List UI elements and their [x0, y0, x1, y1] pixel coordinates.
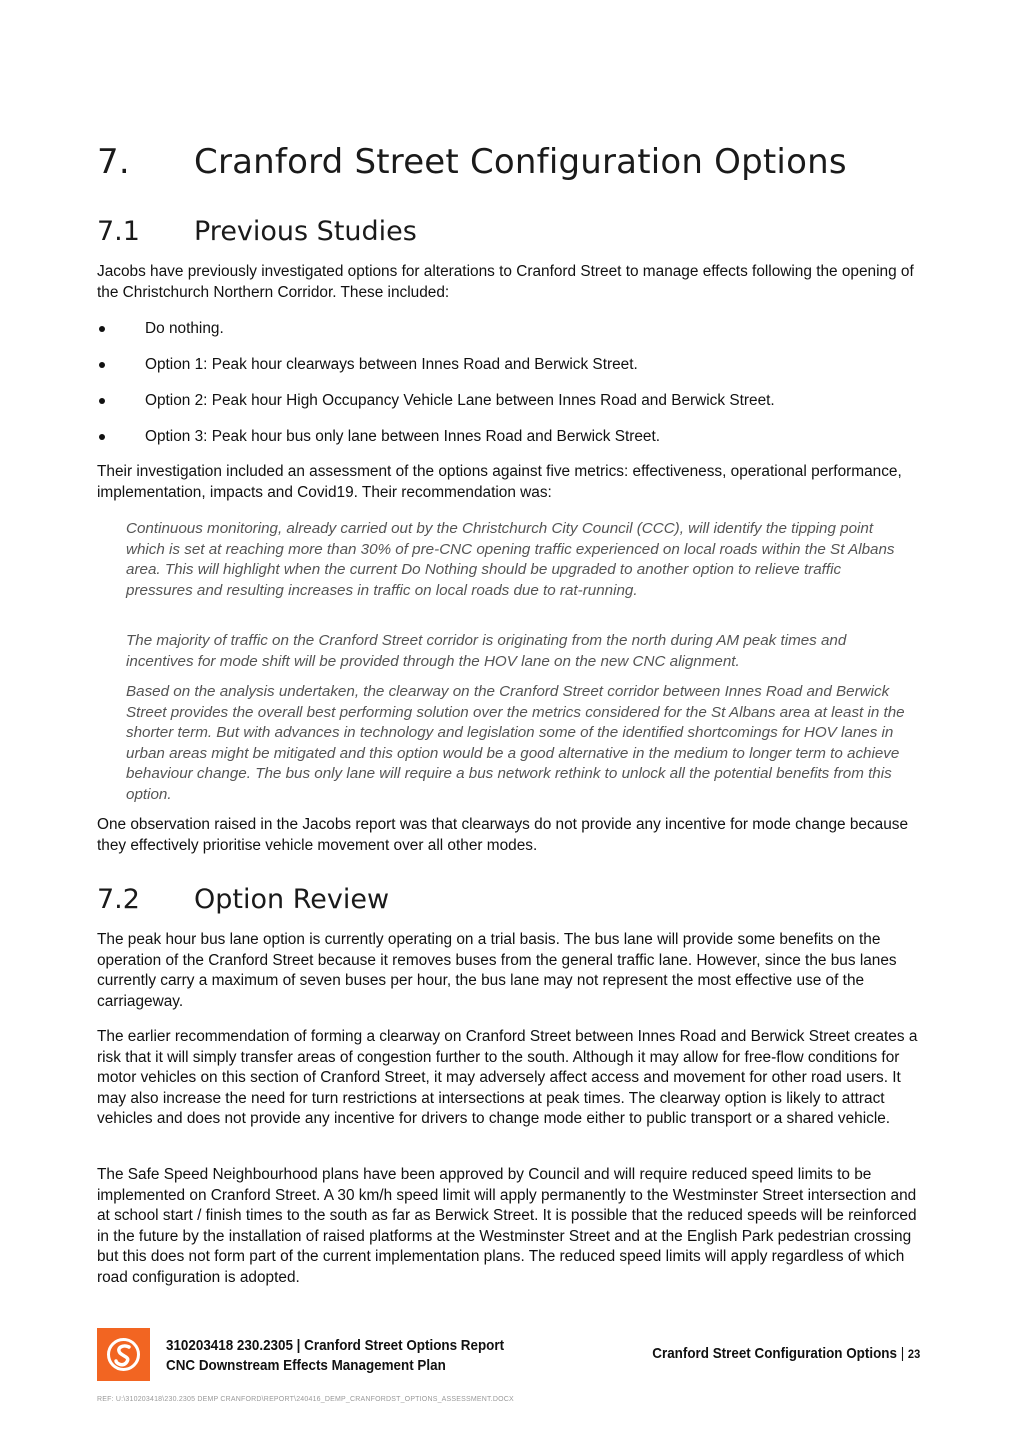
page-number: 23	[907, 1347, 920, 1361]
chapter-number: 7.	[97, 142, 130, 182]
intro-paragraph: Jacobs have previously investigated options for alterations to Cranford Street to manage effects following the opening of the Christchurch Northern Corridor. These included:	[97, 263, 914, 301]
quote-paragraph: Continuous monitoring, already carried out by the Christchurch City Council (CCC), will identify the tipping point which is set at reaching more than 30% of pre-CNC opening traffic experienced on local roads within the St Albans area. This will highlight when the current Do Nothing should be upgraded to another option to relieve traffic pressures and resulting increases in traffic on local roads due to rat-running.	[126, 520, 895, 599]
section-number: 7.2	[97, 884, 140, 915]
section-number: 7.1	[97, 216, 140, 247]
list-item	[97, 355, 932, 391]
footer-line-2: CNC Downstream Effects Management Plan	[166, 1358, 446, 1374]
list-item	[97, 391, 932, 427]
footer-chapter-title: Cranford Street Configuration Options	[652, 1346, 897, 1362]
section-heading-previous-studies	[97, 216, 957, 247]
list-item	[97, 319, 932, 355]
quote-paragraph: Based on the analysis undertaken, the clearway on the Cranford Street corridor between Innes Road and Berwick Street provides the overall best performing solution over the metrics considered for the St Albans area at least in the shorter term. But with advances in technology and legislation some of the identified shortcomings for HOV lanes in urban areas might be mitigated and this option would be a good alternative in the medium to longer term to achieve behaviour change. The bus only lane will require a bus network rethink to unlock all the potential benefits from this option.	[126, 683, 905, 803]
footer-line-1: 310203418 230.2305 | Cranford Street Options Report	[166, 1338, 505, 1354]
footer-report-info	[166, 1336, 504, 1376]
bullet-icon	[99, 398, 105, 404]
list-item	[97, 427, 932, 463]
footer-separator: |	[900, 1346, 904, 1362]
bullet-icon	[99, 326, 105, 332]
quote-paragraph: The majority of traffic on the Cranford Street corridor is originating from the north during AM peak times and incentives for mode shift will be provided through the HOV lane on the new CNC alignment.	[126, 632, 847, 670]
options-list	[97, 319, 932, 463]
logo-mark-icon	[105, 1336, 142, 1373]
bullet-icon	[99, 434, 105, 440]
body-paragraph: The earlier recommendation of forming a clearway on Cranford Street between Innes Road and Berwick Street creates a risk that it will simply transfer areas of congestion further to the south. Although it may allow for free-flow conditions for motor vehicles on this section of Cranford Street, it may adversely affect access and movement for other road users. It may also increase the need for turn restrictions at intersections at peak times. The clearway option is likely to attract vehicles and does not provide any incentive for drivers to change mode either to public transport or a shared vehicle.	[97, 1028, 918, 1127]
body-paragraph: The peak hour bus lane option is currently operating on a trial basis. The bus lane will provide some benefits on the operation of the Cranford Street because it removes buses from the general traffic lane. However, since the bus lanes currently carry a maximum of seven buses per hour, the bus lane may not represent the most effective use of the carriageway.	[97, 931, 897, 1010]
footer-section-title	[652, 1346, 920, 1362]
section-heading-option-review	[97, 884, 957, 915]
list-item-text: Option 3: Peak hour bus only lane between Innes Road and Berwick Street.	[145, 428, 661, 445]
chapter-title: Cranford Street Configuration Options	[194, 142, 847, 182]
section-title: Option Review	[194, 884, 390, 915]
bullet-icon	[99, 362, 105, 368]
stantec-logo-icon	[97, 1328, 150, 1381]
assessment-paragraph: Their investigation included an assessment of the options against five metrics: effectiveness, operational performance, implementation, impacts and Covid19. Their recommendation was:	[97, 463, 902, 501]
observation-paragraph: One observation raised in the Jacobs report was that clearways do not provide any incentive for mode change because they effectively prioritise vehicle movement over all other modes.	[97, 816, 909, 854]
list-item-text: Option 1: Peak hour clearways between Innes Road and Berwick Street.	[145, 356, 638, 373]
section-title: Previous Studies	[194, 216, 417, 247]
list-item-text: Option 2: Peak hour High Occupancy Vehicle Lane between Innes Road and Berwick Street.	[145, 392, 775, 409]
chapter-heading	[97, 142, 957, 182]
list-item-text: Do nothing.	[145, 320, 224, 337]
file-reference: REF: U:\310203418\230.2305 DEMP CRANFORD\REPORT\240416_DEMP_CRANFORDST_OPTIONS_ASSESSMENT.DOCX	[97, 1396, 514, 1403]
body-paragraph: The Safe Speed Neighbourhood plans have been approved by Council and will require reduced speed limits to be implemented on Cranford Street. A 30 km/h speed limit will apply permanently to the Westminster Street intersection and at school start / finish times to the south as far as Berwick Street. It is possible that the reduced speeds will be reinforced in the future by the installation of raised platforms at the Westminster Street and at the English Park pedestrian crossing but this does not form part of the current implementation plans. The reduced speed limits will apply regardless of which road configuration is adopted.	[97, 1166, 917, 1286]
